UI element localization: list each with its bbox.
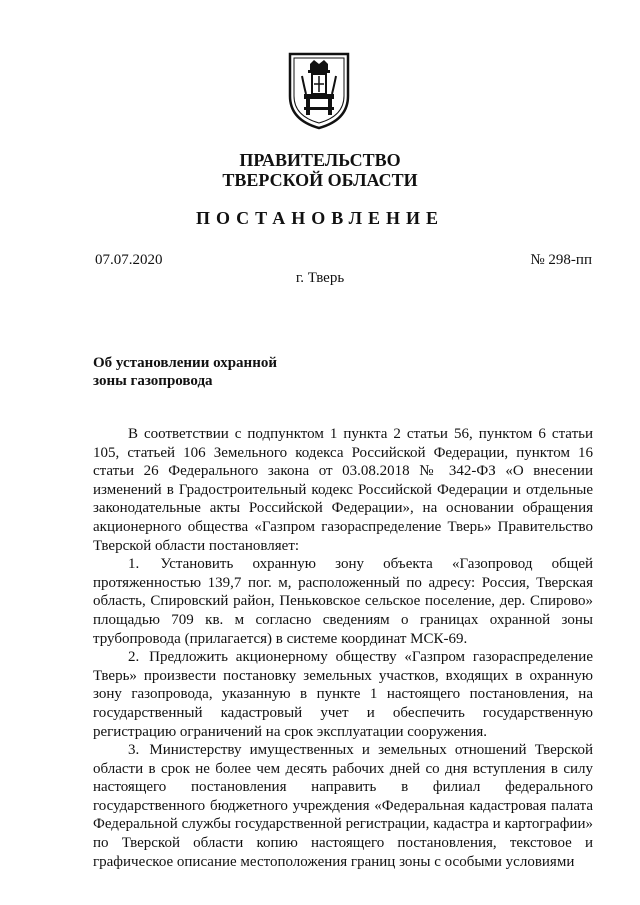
- item-text: Установить охранную зону объекта «Газопровод общей протяженностью 139,7 пог. м, расположенный по адресу: Россия, Тверская область, Спировский район, Пеньковское сельское поселение, дер. Спирово» площадью 709 кв. м согласно сведениям о границах охранной зоны трубопровода (прилагается) в системе координат МСК-69.: [93, 556, 594, 647]
- document-city: г. Тверь: [295, 270, 345, 286]
- document-body: [93, 425, 593, 871]
- subject-line2: зоны газопровода: [93, 373, 213, 389]
- item-number: 1.: [128, 556, 140, 573]
- government-title-line2: ТВЕРСКОЙ ОБЛАСТИ: [222, 170, 418, 190]
- document-type-title: ПОСТАНОВЛЕНИЕ: [195, 208, 445, 228]
- item-number: 3.: [128, 742, 140, 759]
- subject-line1: Об установлении охранной: [93, 355, 277, 371]
- document-subject: [93, 354, 277, 390]
- tver-coat-of-arms-icon: [286, 50, 352, 130]
- item-text: Предложить акционерному обществу «Газпром газораспределение Тверь» произвести постановку земельных участков, входящих в охранную зону газопровода, указанную в пункте 1 настоящего постановления, на государственный кадастровый учет и обеспечить государственную регистрацию ограничений на срок эксплуатации сооружения.: [93, 649, 593, 740]
- document-number: № 298-пп: [530, 252, 592, 268]
- item-number: 2.: [128, 649, 140, 666]
- list-item: [93, 648, 593, 741]
- list-item: [93, 555, 593, 648]
- document-date: 07.07.2020: [95, 252, 163, 268]
- intro-paragraph: В соответствии с подпунктом 1 пункта 2 статьи 56, пунктом 6 статьи 105, статьей 106 Земельного кодекса Российской Федерации, пунктом 16 статьи 26 Федерального закона от 03.08.2018 № 342-ФЗ «О внесении изменений в Градостроительный кодекс Российской Федерации и отдельные законодательные акты Российской Федерации», на основании обращения акционерного общества «Газпром газораспределение Тверь» Правительство Тверской области постановляет:: [93, 426, 593, 554]
- item-text: Министерству имущественных и земельных отношений Тверской области в срок не более чем десять рабочих дней со дня вступления в силу настоящего постановления направить в филиал федерального государственного бюджетного учреждения «Федеральная кадастровая палата Федеральной службы государственной регистрации, кадастра и картографии» по Тверской области копию настоящего постановления, текстовое и графическое описание местоположения границ зоны с особыми условиями: [93, 742, 593, 870]
- government-title-line1: ПРАВИТЕЛЬСТВО: [239, 150, 401, 170]
- list-item: [93, 741, 593, 871]
